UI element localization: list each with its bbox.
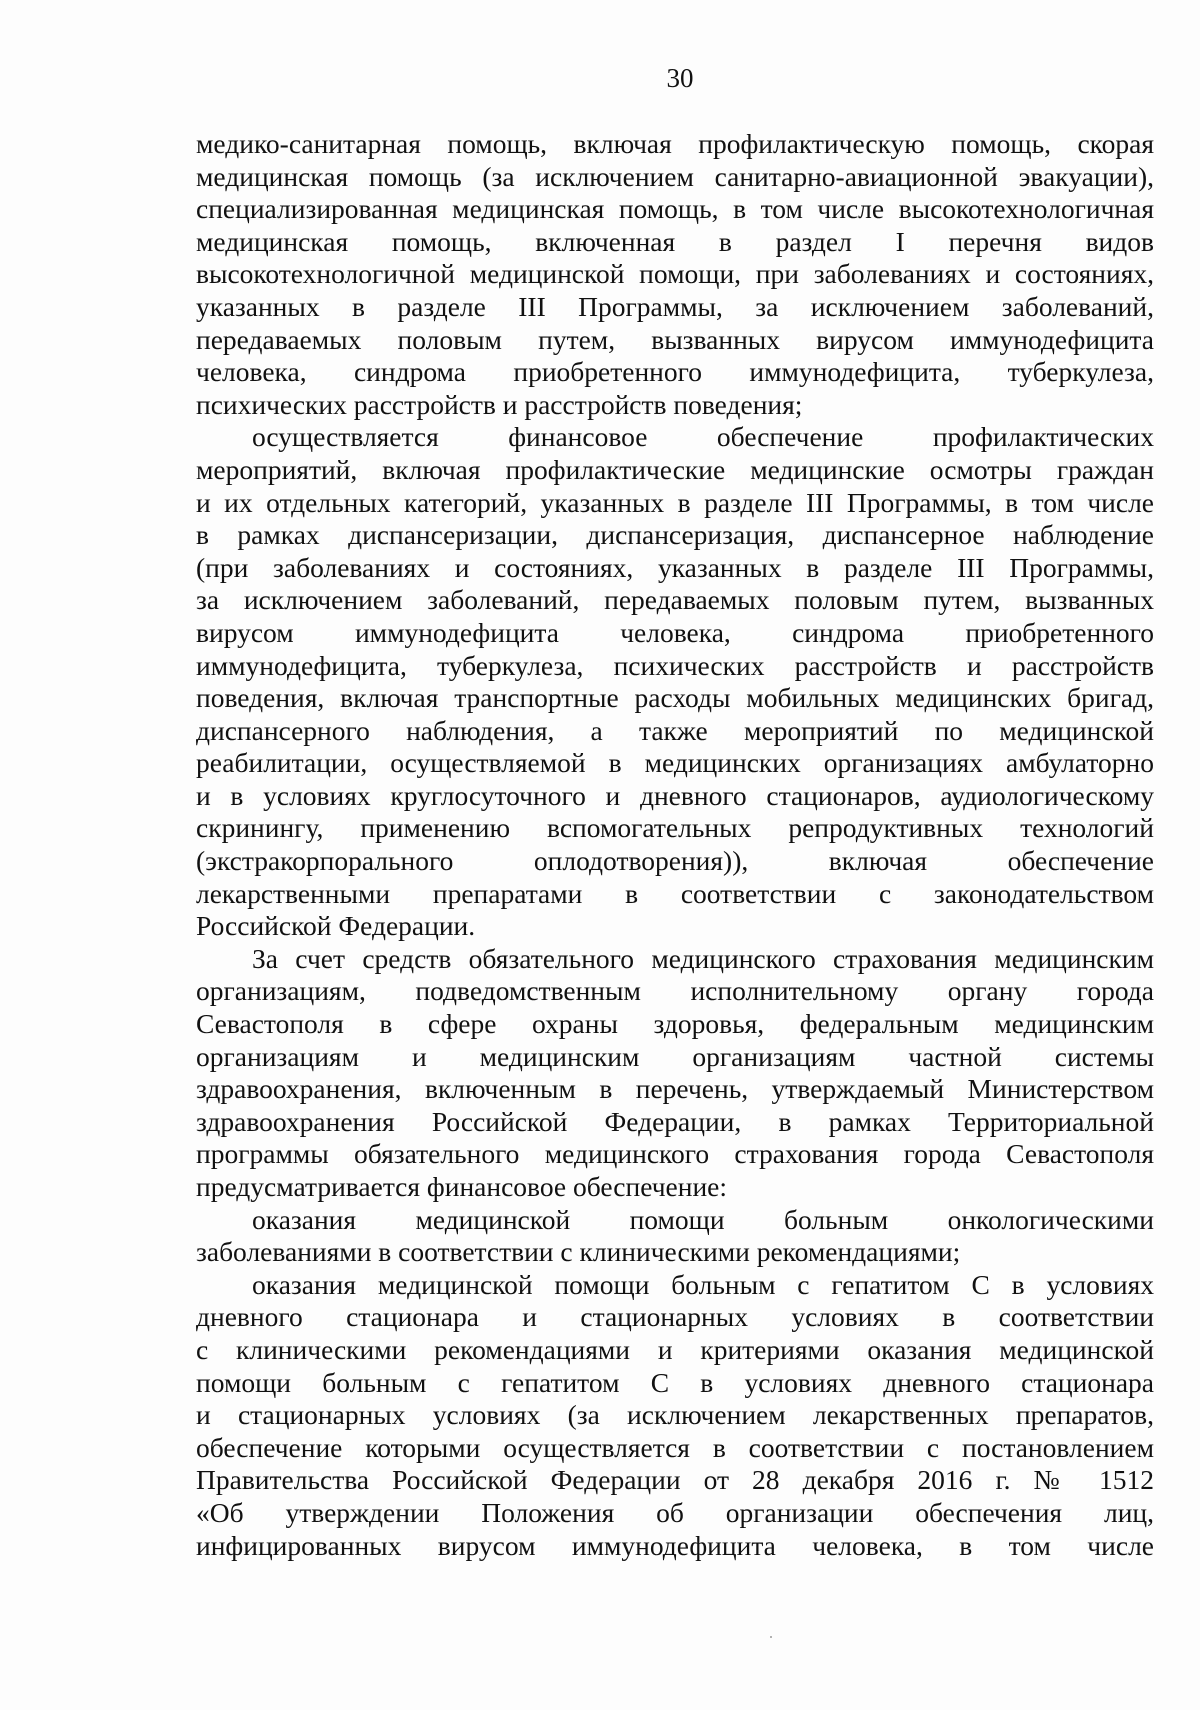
body-line: заболеваниями в соответствии с клиническими рекомендациями; (196, 1236, 961, 1268)
body-line: помощи больным с гепатитом С в условиях дневного стационара (196, 1366, 1154, 1398)
document-body (196, 128, 1154, 1562)
body-line: мероприятий, включая профилактические медицинские осмотры граждан (196, 453, 1154, 485)
body-line: иммунодефицита, туберкулеза, психических расстройств и расстройств (196, 649, 1154, 681)
body-line: здравоохранения Российской Федерации, в рамках Территориальной (196, 1105, 1154, 1137)
body-line: Севастополя в сфере охраны здоровья, федеральным медицинским (196, 1008, 1154, 1040)
body-line: «Об утверждении Положения об организации обеспечения лиц, (196, 1496, 1154, 1528)
body-line: организациям и медицинским организациям частной системы (196, 1040, 1154, 1072)
body-line: дневного стационара и стационарных условиях в соответствии (196, 1301, 1154, 1333)
body-line: (экстракорпорального оплодотворения)), включая обеспечение (196, 845, 1154, 877)
body-line: медицинская помощь, включенная в раздел I перечня видов (196, 225, 1154, 257)
body-line: осуществляется финансовое обеспечение профилактических (252, 421, 1154, 453)
page-number: 30 (666, 63, 694, 93)
body-line: Правительства Российской Федерации от 28 декабря 2016 г. № 1512 (196, 1464, 1154, 1496)
body-line: За счет средств обязательного медицинского страхования медицинским (252, 942, 1154, 974)
body-line: медицинская помощь (за исключением санитарно-авиационной эвакуации), (196, 160, 1154, 192)
body-line: диспансерного наблюдения, а также мероприятий по медицинской (196, 714, 1154, 746)
body-line: здравоохранения, включенным в перечень, утверждаемый Министерством (196, 1073, 1154, 1105)
body-line: и в условиях круглосуточного и дневного стационаров, аудиологическому (196, 779, 1154, 811)
body-line: оказания медицинской помощи больным онкологическими (252, 1203, 1154, 1235)
body-line: передаваемых половым путем, вызванных вирусом иммунодефицита (196, 323, 1154, 355)
scan-dot-mark (770, 1636, 772, 1638)
body-line: предусматривается финансовое обеспечение: (196, 1171, 728, 1202)
body-line: и их отдельных категорий, указанных в разделе III Программы, в том числе (196, 486, 1154, 518)
body-line: программы обязательного медицинского страхования города Севастополя (196, 1138, 1154, 1170)
body-line: обеспечение которыми осуществляется в соответствии с постановлением (196, 1431, 1154, 1463)
body-line: специализированная медицинская помощь, в том числе высокотехнологичная (196, 193, 1154, 225)
body-line: (при заболеваниях и состояниях, указанных в разделе III Программы, (196, 551, 1154, 583)
body-line: указанных в разделе III Программы, за исключением заболеваний, (196, 290, 1154, 322)
body-line: Российской Федерации. (196, 910, 476, 942)
body-line: реабилитации, осуществляемой в медицинских организациях амбулаторно (196, 747, 1154, 779)
body-line: за исключением заболеваний, передаваемых половым путем, вызванных (196, 584, 1154, 616)
body-line: и стационарных условиях (за исключением лекарственных препаратов, (196, 1399, 1154, 1431)
body-line: в рамках диспансеризации, диспансеризация, диспансерное наблюдение (196, 519, 1154, 551)
body-line: с клиническими рекомендациями и критериями оказания медицинской (196, 1333, 1154, 1365)
body-line: оказания медицинской помощи больным с гепатитом С в условиях (252, 1268, 1154, 1300)
body-line: лекарственными препаратами в соответствии с законодательством (196, 877, 1154, 909)
body-line: психических расстройств и расстройств поведения; (196, 388, 803, 420)
body-line: человека, синдрома приобретенного иммунодефицита, туберкулеза, (196, 356, 1154, 388)
body-line: медико-санитарная помощь, включая профилактическую помощь, скорая (196, 128, 1154, 159)
body-line: скринингу, применению вспомогательных репродуктивных технологий (196, 812, 1154, 844)
body-line: инфицированных вирусом иммунодефицита человека, в том числе (196, 1529, 1154, 1561)
body-line: поведения, включая транспортные расходы мобильных медицинских бригад, (196, 682, 1154, 714)
body-line: вирусом иммунодефицита человека, синдрома приобретенного (196, 616, 1154, 648)
body-line: высокотехнологичной медицинской помощи, при заболеваниях и состояниях, (196, 258, 1154, 290)
body-line: организациям, подведомственным исполнительному органу города (196, 975, 1154, 1007)
